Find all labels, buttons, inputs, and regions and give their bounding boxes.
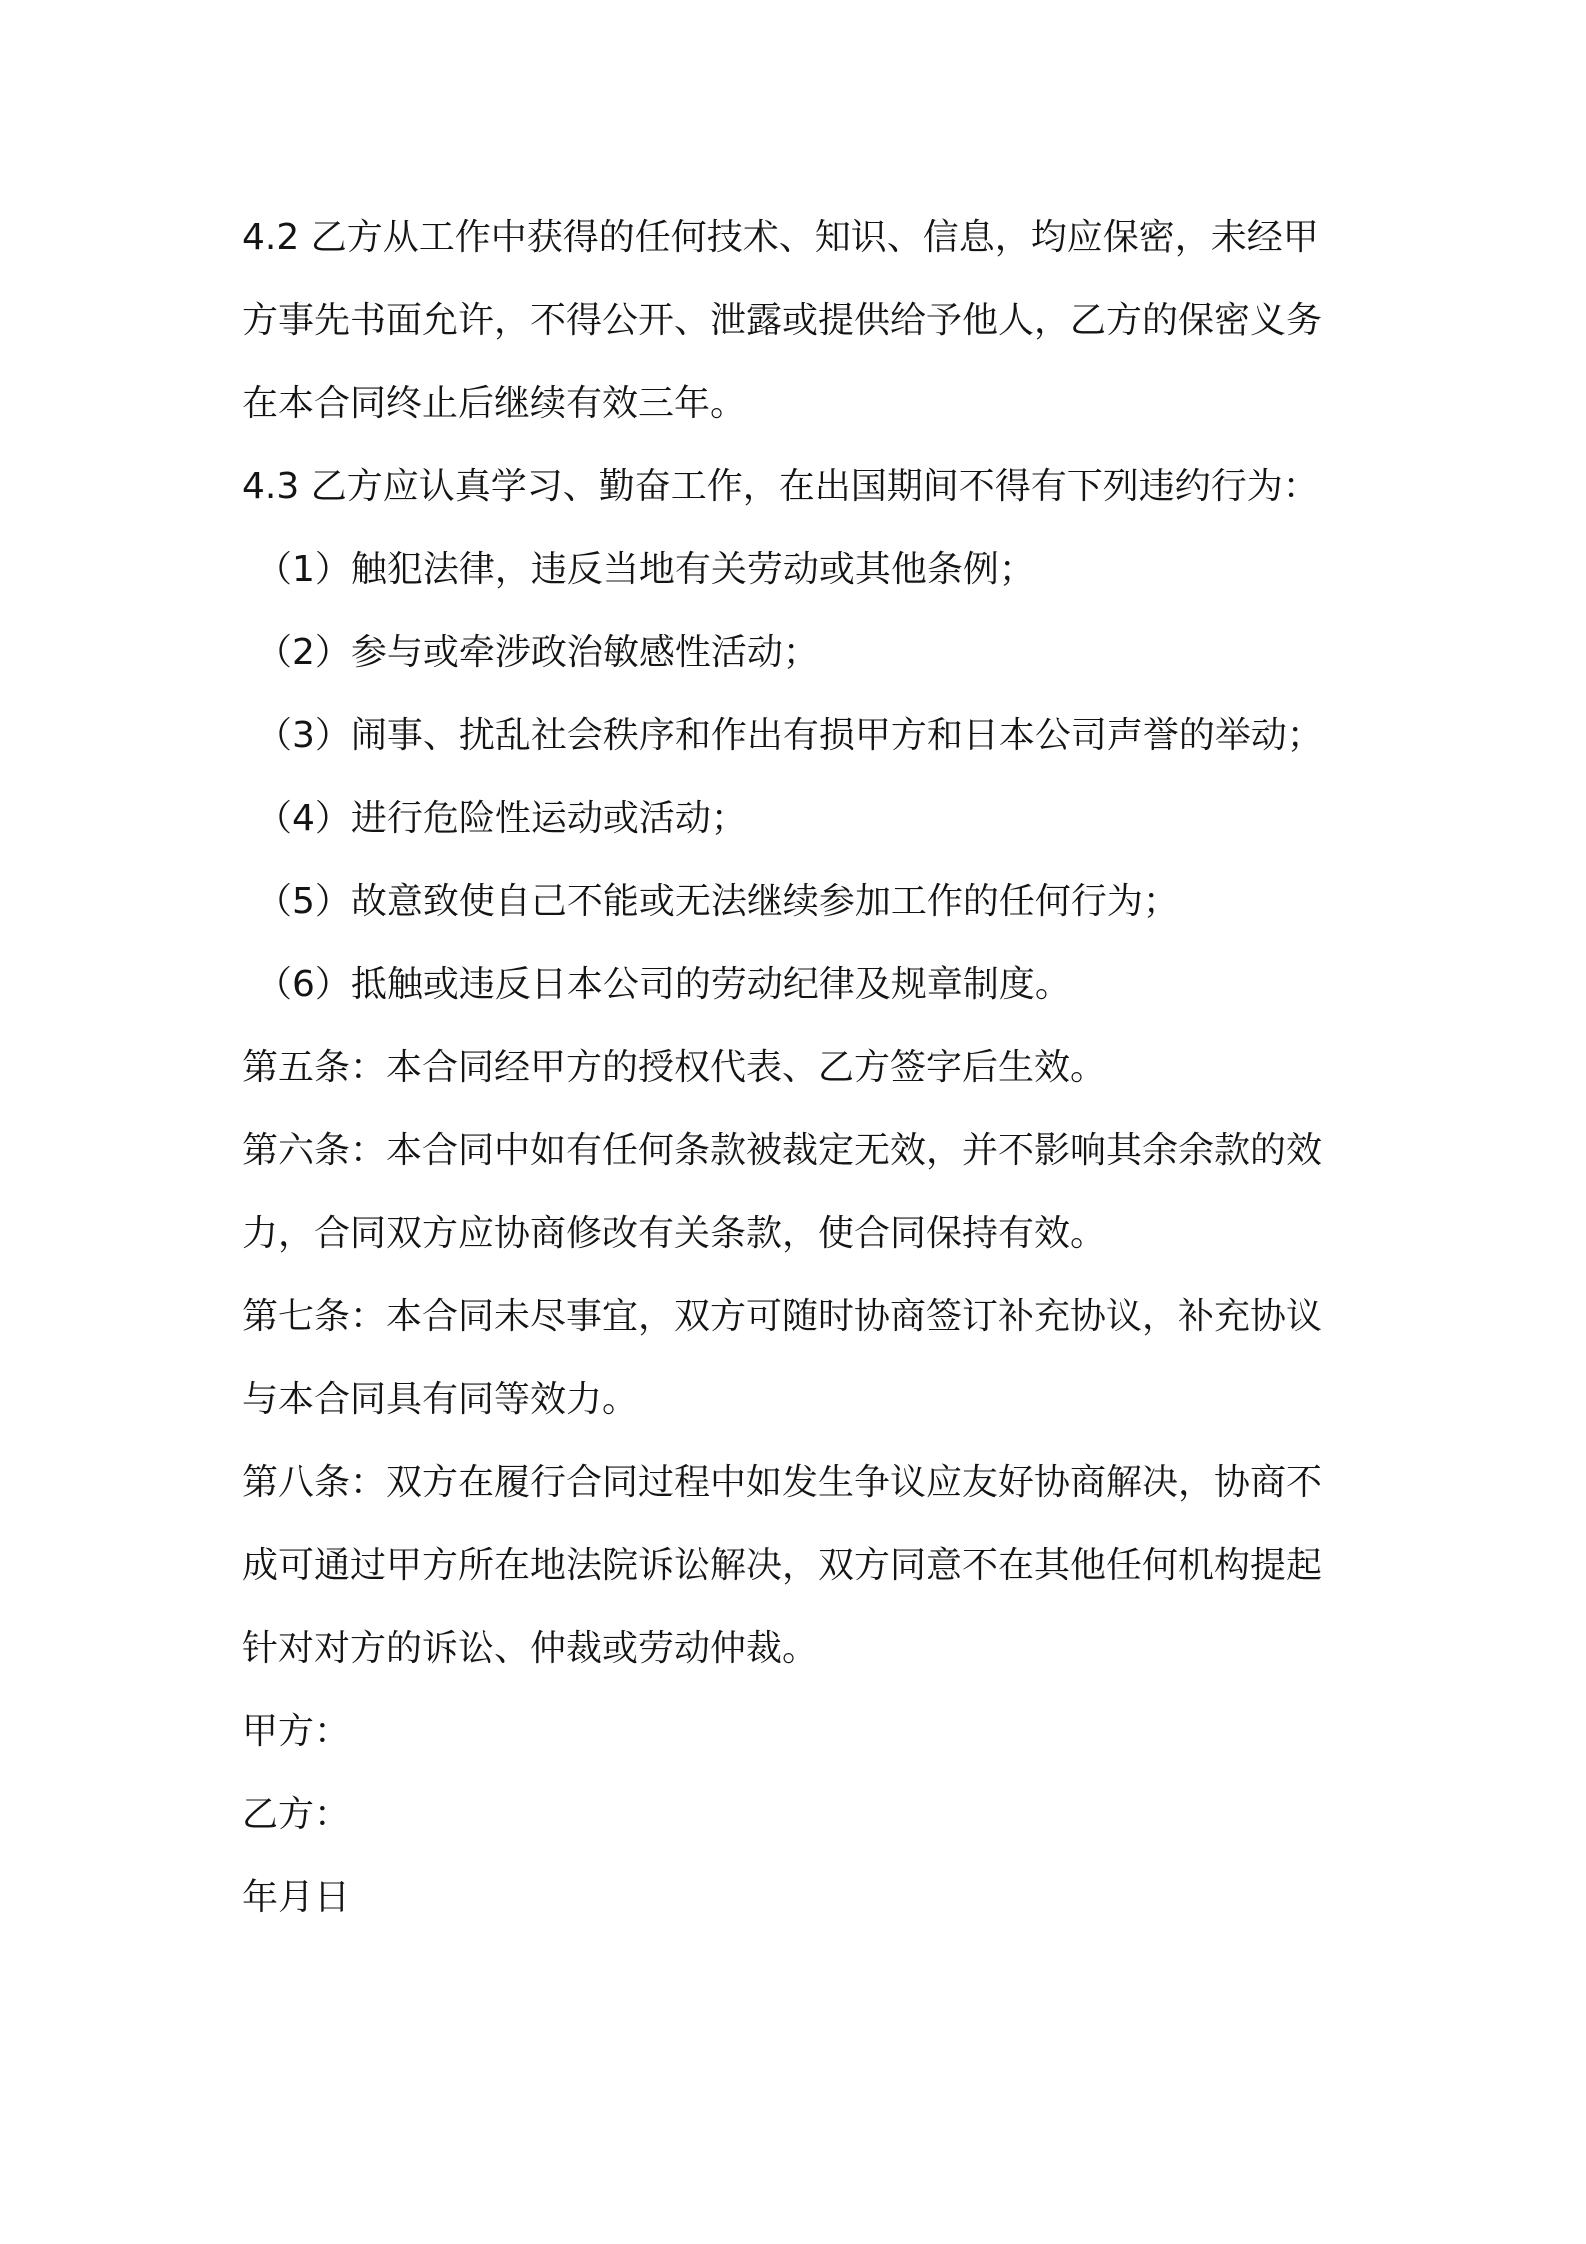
list-item-6: （6）抵触或违反日本公司的劳动纪律及规章制度。 [256, 964, 1071, 1005]
date-line: 年月日 [242, 1877, 351, 1918]
article-8-line-2: 成可通过甲方所在地法院诉讼解决，双方同意不在其他任何机构提起 [242, 1545, 1323, 1586]
list-item-2: （2）参与或牵涉政治敏感性活动； [256, 632, 819, 673]
clause-4-2-line-1: 4.2 乙方从工作中获得的任何技术、知识、信息，均应保密，未经甲 [242, 217, 1319, 258]
party-a-signature-line: 甲方： [242, 1711, 351, 1752]
article-5: 第五条：本合同经甲方的授权代表、乙方签字后生效。 [242, 1047, 1107, 1088]
list-item-5: （5）故意致使自己不能或无法继续参加工作的任何行为； [256, 881, 1179, 922]
list-item-4: （4）进行危险性运动或活动； [256, 798, 747, 839]
clause-4-2-line-3: 在本合同终止后继续有效三年。 [242, 383, 747, 424]
clause-4-2-line-2: 方事先书面允许，不得公开、泄露或提供给予他人，乙方的保密义务 [242, 300, 1323, 341]
clause-4-3-heading: 4.3 乙方应认真学习、勤奋工作，在出国期间不得有下列违约行为： [242, 466, 1319, 507]
article-8-line-1: 第八条：双方在履行合同过程中如发生争议应友好协商解决，协商不 [242, 1462, 1323, 1503]
article-7-line-2: 与本合同具有同等效力。 [242, 1379, 639, 1420]
article-6-line-2: 力，合同双方应协商修改有关条款，使合同保持有效。 [242, 1213, 1107, 1254]
party-b-signature-line: 乙方： [242, 1794, 351, 1835]
list-item-3: （3）闹事、扰乱社会秩序和作出有损甲方和日本公司声誉的举动； [256, 715, 1323, 756]
document-body [242, 196, 1362, 1939]
list-item-1: （1）触犯法律，违反当地有关劳动或其他条例； [256, 549, 1035, 590]
article-8-line-3: 针对对方的诉讼、仲裁或劳动仲裁。 [242, 1628, 819, 1669]
article-6-line-1: 第六条：本合同中如有任何条款被裁定无效，并不影响其余余款的效 [242, 1130, 1323, 1171]
article-7-line-1: 第七条：本合同未尽事宜，双方可随时协商签订补充协议，补充协议 [242, 1296, 1323, 1337]
